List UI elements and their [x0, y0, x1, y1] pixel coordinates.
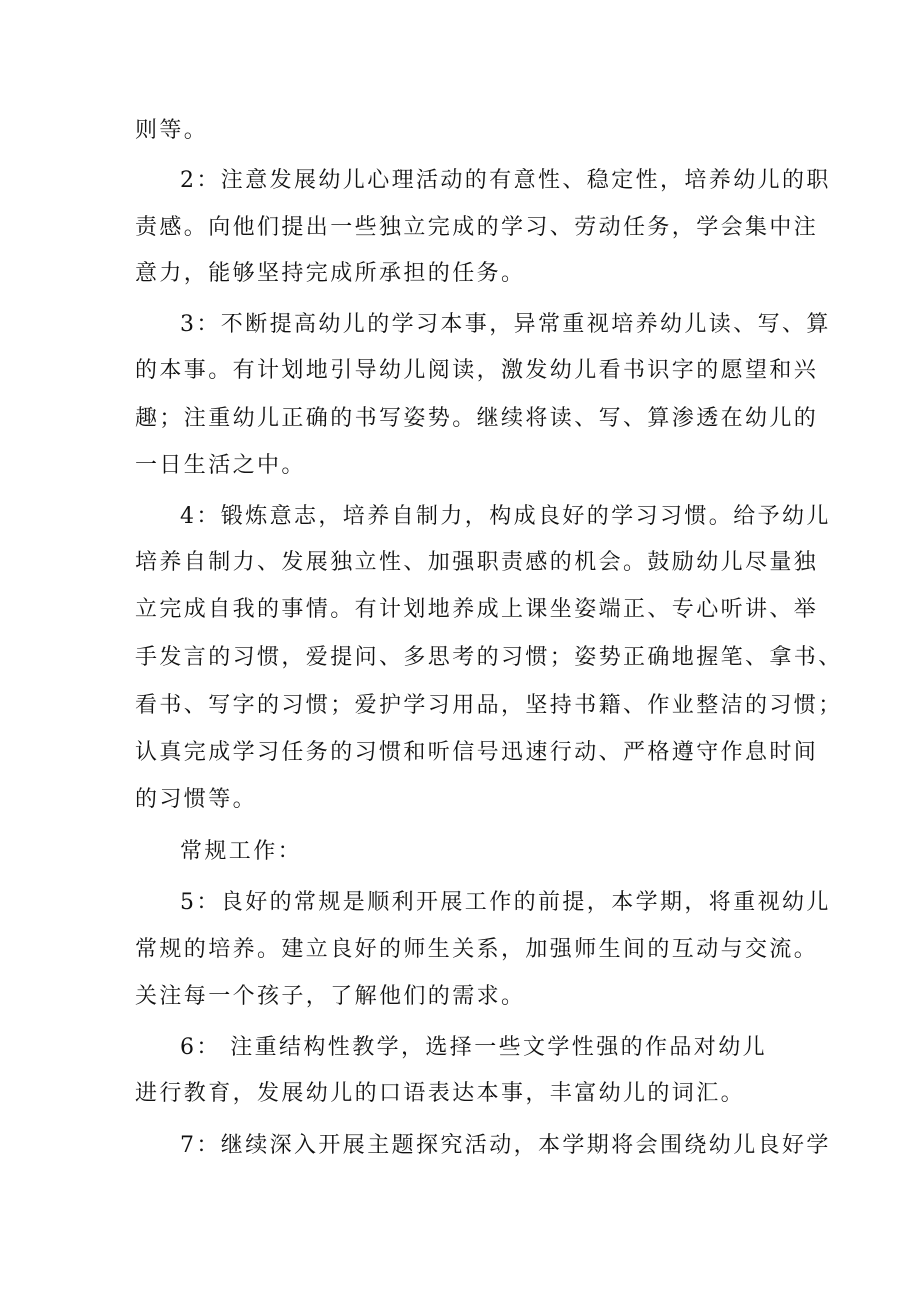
text-line: 的本事。有计划地引导幼儿阅读，激发幼儿看书识字的愿望和兴	[135, 358, 819, 383]
text-line: 3：不断提高幼儿的学习本事，异常重视培养幼儿读、写、算	[180, 312, 831, 337]
text-line: 培养自制力、发展独立性、加强职责感的机会。鼓励幼儿尽量独	[135, 550, 819, 575]
text-line: 常规的培养。建立良好的师生关系，加强师生间的互动与交流。	[135, 937, 819, 962]
text-line: 责感。向他们提出一些独立完成的学习、劳动任务，学会集中注	[135, 215, 819, 240]
text-line: 立完成自我的事情。有计划地养成上课坐姿端正、专心听讲、举	[135, 597, 819, 622]
text-line: 认真完成学习任务的习惯和听信号迅速行动、严格遵守作息时间	[135, 740, 819, 765]
text-line: 关注每一个孩子，了解他们的需求。	[135, 984, 526, 1009]
text-line: 趣；注重幼儿正确的书写姿势。继续将读、写、算渗透在幼儿的	[135, 406, 819, 431]
text-line: 进行教育，发展幼儿的口语表达本事，丰富幼儿的词汇。	[135, 1081, 746, 1106]
section-heading: 常规工作：	[180, 839, 303, 864]
text-line: 4：锻炼意志，培养自制力，构成良好的学习习惯。给予幼儿	[180, 504, 831, 529]
text-line: 7：继续深入开展主题探究活动，本学期将会围绕幼儿良好学	[180, 1133, 831, 1158]
text-line: 2：注意发展幼儿心理活动的有意性、稳定性，培养幼儿的职	[180, 168, 831, 193]
text-line: 的习惯等。	[135, 787, 258, 812]
text-line: 意力，能够坚持完成所承担的任务。	[135, 261, 526, 286]
text-line: 5：良好的常规是顺利开展工作的前提，本学期，将重视幼儿	[180, 890, 831, 915]
text-line: 手发言的习惯，爱提问、多思考的习惯；姿势正确地握笔、拿书、	[135, 645, 843, 670]
text-line: 则等。	[135, 118, 209, 143]
text-line: 一日生活之中。	[135, 453, 306, 478]
text-line: 6： 注重结构性教学，选择一些文学性强的作品对幼儿	[180, 1035, 767, 1060]
text-line: 看书、写字的习惯；爱护学习用品，坚持书籍、作业整洁的习惯；	[135, 693, 843, 718]
